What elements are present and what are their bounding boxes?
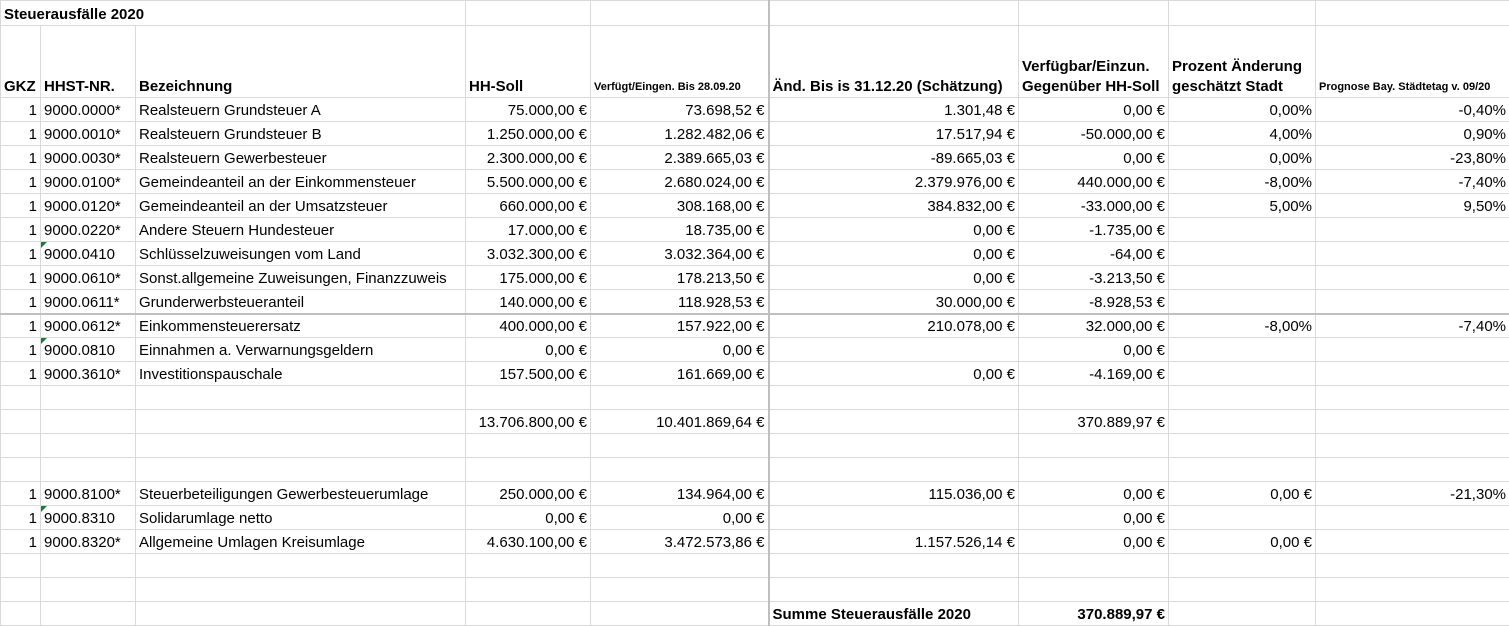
sheet-title[interactable]: Steuerausfälle 2020 (1, 1, 466, 26)
cell-aend[interactable]: 1.301,48 € (769, 98, 1019, 122)
cell-prog[interactable] (1316, 386, 1509, 410)
table-row (1, 218, 1509, 242)
cell-aend[interactable]: 0,00 € (769, 266, 1019, 290)
cell-hhst[interactable]: 9000.0100* (41, 170, 136, 194)
cell-soll[interactable]: 75.000,00 € (466, 98, 591, 122)
header-verfuegbar-line1: Verfügbar/Einzun. (1022, 57, 1165, 77)
cell-prog[interactable]: 9,50% (1316, 194, 1509, 218)
cell-verfuegt[interactable]: 18.735,00 € (591, 218, 769, 242)
cell-soll[interactable] (466, 386, 591, 410)
total-value[interactable]: 370.889,97 € (1019, 602, 1169, 626)
cell-gkz[interactable] (1, 386, 41, 410)
cell-soll[interactable]: 0,00 € (466, 506, 591, 530)
header-bezeichnung[interactable]: Bezeichnung (136, 26, 466, 98)
cell-gkz[interactable]: 1 (1, 362, 41, 386)
cell-prog[interactable]: -23,80% (1316, 146, 1509, 170)
cell-verfuegt[interactable]: 10.401.869,64 € (591, 410, 769, 434)
cell-prog[interactable]: -21,30% (1316, 482, 1509, 506)
table-row (1, 146, 1509, 170)
cell-verf[interactable]: -64,00 € (1019, 242, 1169, 266)
cell-soll[interactable]: 250.000,00 € (466, 482, 591, 506)
cell-proz[interactable]: 0,00 € (1169, 482, 1316, 506)
cell-hhst[interactable]: 9000.0410 (41, 242, 136, 266)
cell-aend[interactable]: 30.000,00 € (769, 290, 1019, 314)
cell-aend[interactable] (769, 506, 1019, 530)
cell-prog[interactable] (1316, 218, 1509, 242)
cell-verfuegt[interactable] (591, 434, 769, 458)
cell-soll[interactable]: 175.000,00 € (466, 266, 591, 290)
table-row (1, 314, 1509, 338)
cell-proz[interactable] (1169, 362, 1316, 386)
cell-hhst[interactable]: 9000.0010* (41, 122, 136, 146)
cell-hhst[interactable]: 9000.0000* (41, 98, 136, 122)
cell-aend[interactable]: 210.078,00 € (769, 314, 1019, 338)
cell-gkz[interactable]: 1 (1, 290, 41, 314)
table-row (1, 482, 1509, 506)
cell-bez[interactable]: Andere Steuern Hundesteuer (136, 218, 466, 242)
cell-soll[interactable]: 157.500,00 € (466, 362, 591, 386)
cell-hhst[interactable] (41, 578, 136, 602)
cell-verfuegt[interactable] (591, 458, 769, 482)
cell-proz[interactable] (1169, 386, 1316, 410)
cell-verf[interactable] (1019, 554, 1169, 578)
cell-bez[interactable]: Realsteuern Gewerbesteuer (136, 146, 466, 170)
cell-bez[interactable] (136, 578, 466, 602)
cell-prog[interactable] (1316, 578, 1509, 602)
cell-proz[interactable] (1169, 338, 1316, 362)
header-hhst[interactable]: HHST-NR. (41, 26, 136, 98)
cell-prog[interactable] (1316, 434, 1509, 458)
cell-hhst[interactable]: 9000.0612* (41, 314, 136, 338)
cell-soll[interactable]: 0,00 € (466, 338, 591, 362)
cell-bez[interactable]: Sonst.allgemeine Zuweisungen, Finanzzuweis (136, 266, 466, 290)
table-row (1, 266, 1509, 290)
cell-prog[interactable] (1316, 338, 1509, 362)
cell-bez[interactable]: Schlüsselzuweisungen vom Land (136, 242, 466, 266)
cell-verfuegt[interactable]: 134.964,00 € (591, 482, 769, 506)
cell-aend[interactable]: 2.379.976,00 € (769, 170, 1019, 194)
cell-verfuegt[interactable]: 0,00 € (591, 506, 769, 530)
cell[interactable] (591, 602, 769, 626)
cell-soll[interactable] (466, 554, 591, 578)
cell-soll[interactable] (466, 458, 591, 482)
header-verfuegbar[interactable] (1019, 26, 1169, 98)
cell-bez[interactable]: Gemeindeanteil an der Einkommensteuer (136, 170, 466, 194)
table-row (1, 530, 1509, 554)
cell-prog[interactable] (1316, 530, 1509, 554)
cell-proz[interactable] (1169, 410, 1316, 434)
cell-aend[interactable]: 17.517,94 € (769, 122, 1019, 146)
header-prognose[interactable]: Prognose Bay. Städtetag v. 09/20 (1316, 26, 1509, 98)
cell-gkz[interactable]: 1 (1, 482, 41, 506)
cell-soll[interactable]: 2.300.000,00 € (466, 146, 591, 170)
cell-soll[interactable]: 400.000,00 € (466, 314, 591, 338)
cell-bez[interactable] (136, 458, 466, 482)
cell-aend[interactable] (769, 434, 1019, 458)
cell-proz[interactable] (1169, 242, 1316, 266)
cell-hhst[interactable]: 9000.0611* (41, 290, 136, 314)
header-verfuegt[interactable]: Verfügt/Eingen. Bis 28.09.20 (591, 26, 769, 98)
cell-verfuegt[interactable]: 3.472.573,86 € (591, 530, 769, 554)
cell-bez[interactable] (136, 410, 466, 434)
cell-prog[interactable]: -7,40% (1316, 314, 1509, 338)
table-row (1, 242, 1509, 266)
table-row (1, 554, 1509, 578)
cell-soll[interactable]: 3.032.300,00 € (466, 242, 591, 266)
cell-gkz[interactable] (1, 554, 41, 578)
cell-proz[interactable] (1169, 290, 1316, 314)
cell[interactable] (1019, 1, 1169, 26)
cell-prog[interactable] (1316, 242, 1509, 266)
cell-verfuegt[interactable]: 161.669,00 € (591, 362, 769, 386)
cell-prog[interactable]: -0,40% (1316, 98, 1509, 122)
cell[interactable] (1316, 602, 1509, 626)
cell-hhst[interactable]: 9000.0810 (41, 338, 136, 362)
cell-hhst[interactable]: 9000.8320* (41, 530, 136, 554)
cell-gkz[interactable]: 1 (1, 98, 41, 122)
cell-aend[interactable] (769, 386, 1019, 410)
cell-verf[interactable]: 32.000,00 € (1019, 314, 1169, 338)
cell-verf[interactable]: -3.213,50 € (1019, 266, 1169, 290)
table-row (1, 98, 1509, 122)
cell-aend[interactable]: 115.036,00 € (769, 482, 1019, 506)
cell-proz[interactable]: 5,00% (1169, 194, 1316, 218)
cell-prog[interactable] (1316, 506, 1509, 530)
cell-proz[interactable]: 0,00% (1169, 98, 1316, 122)
cell-proz[interactable] (1169, 578, 1316, 602)
cell-gkz[interactable]: 1 (1, 170, 41, 194)
cell-proz[interactable]: -8,00% (1169, 314, 1316, 338)
cell-aend[interactable] (769, 338, 1019, 362)
cell-verf[interactable]: 440.000,00 € (1019, 170, 1169, 194)
cell-aend[interactable] (769, 410, 1019, 434)
cell[interactable] (1169, 1, 1316, 26)
cell-verfuegt[interactable]: 3.032.364,00 € (591, 242, 769, 266)
cell-verf[interactable]: 0,00 € (1019, 506, 1169, 530)
cell-bez[interactable]: Steuerbeteiligungen Gewerbesteuerumlage (136, 482, 466, 506)
cell[interactable] (466, 602, 591, 626)
cell-soll[interactable] (466, 434, 591, 458)
header-prozent-line2: geschätzt Stadt (1172, 77, 1312, 97)
cell-verf[interactable]: 0,00 € (1019, 98, 1169, 122)
cell-verfuegt[interactable]: 308.168,00 € (591, 194, 769, 218)
cell-hhst[interactable]: 9000.8310 (41, 506, 136, 530)
cell-gkz[interactable]: 1 (1, 122, 41, 146)
cell-verfuegt[interactable] (591, 578, 769, 602)
cell[interactable] (136, 602, 466, 626)
cell-verf[interactable]: -1.735,00 € (1019, 218, 1169, 242)
cell-prog[interactable] (1316, 458, 1509, 482)
cell-proz[interactable] (1169, 266, 1316, 290)
cell-hhst[interactable] (41, 434, 136, 458)
header-prozent[interactable] (1169, 26, 1316, 98)
cell-hhst[interactable] (41, 554, 136, 578)
cell[interactable] (1316, 1, 1509, 26)
cell-hhst[interactable]: 9000.0120* (41, 194, 136, 218)
cell-gkz[interactable]: 1 (1, 146, 41, 170)
cell-verfuegt[interactable]: 2.389.665,03 € (591, 146, 769, 170)
cell-prog[interactable]: -7,40% (1316, 170, 1509, 194)
cell-verf[interactable]: 0,00 € (1019, 338, 1169, 362)
table-row (1, 290, 1509, 314)
cell-verfuegt[interactable] (591, 386, 769, 410)
cell-hhst[interactable] (41, 386, 136, 410)
cell-bez[interactable]: Realsteuern Grundsteuer B (136, 122, 466, 146)
cell-verf[interactable] (1019, 386, 1169, 410)
cell-verfuegt[interactable]: 118.928,53 € (591, 290, 769, 314)
cell-bez[interactable]: Einkommensteuerersatz (136, 314, 466, 338)
cell-soll[interactable]: 1.250.000,00 € (466, 122, 591, 146)
cell-aend[interactable]: 384.832,00 € (769, 194, 1019, 218)
cell-verf[interactable]: -33.000,00 € (1019, 194, 1169, 218)
cell-hhst[interactable]: 9000.0220* (41, 218, 136, 242)
header-gkz[interactable]: GKZ (1, 26, 41, 98)
cell-soll[interactable]: 17.000,00 € (466, 218, 591, 242)
cell-prog[interactable] (1316, 362, 1509, 386)
cell-prog[interactable]: 0,90% (1316, 122, 1509, 146)
cell-verf[interactable]: 0,00 € (1019, 530, 1169, 554)
cell-bez[interactable]: Solidarumlage netto (136, 506, 466, 530)
header-aenderung[interactable]: Änd. Bis is 31.12.20 (Schätzung) (769, 26, 1019, 98)
cell-verf[interactable]: 370.889,97 € (1019, 410, 1169, 434)
table-row (1, 338, 1509, 362)
cell-prog[interactable] (1316, 410, 1509, 434)
table-row (1, 194, 1509, 218)
cell-soll[interactable]: 140.000,00 € (466, 290, 591, 314)
cell-hhst[interactable]: 9000.8100* (41, 482, 136, 506)
cell-verf[interactable]: -4.169,00 € (1019, 362, 1169, 386)
cell-verfuegt[interactable]: 157.922,00 € (591, 314, 769, 338)
cell-gkz[interactable]: 1 (1, 242, 41, 266)
cell-bez[interactable] (136, 386, 466, 410)
cell-proz[interactable] (1169, 434, 1316, 458)
header-verfuegbar-line2: Gegenüber HH-Soll (1022, 77, 1165, 97)
header-hh-soll[interactable]: HH-Soll (466, 26, 591, 98)
table-row (1, 386, 1509, 410)
cell-gkz[interactable]: 1 (1, 314, 41, 338)
cell-gkz[interactable] (1, 578, 41, 602)
cell-bez[interactable]: Gemeindeanteil an der Umsatzsteuer (136, 194, 466, 218)
cell-gkz[interactable]: 1 (1, 218, 41, 242)
cell-hhst[interactable]: 9000.0610* (41, 266, 136, 290)
cell-aend[interactable] (769, 578, 1019, 602)
table-row (1, 122, 1509, 146)
cell[interactable] (1, 602, 41, 626)
cell-proz[interactable] (1169, 506, 1316, 530)
cell-hhst[interactable]: 9000.0030* (41, 146, 136, 170)
cell-aend[interactable] (769, 554, 1019, 578)
cell-aend[interactable]: 0,00 € (769, 242, 1019, 266)
table-row (1, 506, 1509, 530)
cell-verfuegt[interactable]: 2.680.024,00 € (591, 170, 769, 194)
cell-gkz[interactable] (1, 434, 41, 458)
cell-aend[interactable]: 0,00 € (769, 218, 1019, 242)
total-row (1, 602, 1509, 626)
cell-gkz[interactable]: 1 (1, 506, 41, 530)
cell-prog[interactable] (1316, 554, 1509, 578)
cell[interactable] (466, 1, 591, 26)
cell[interactable] (769, 1, 1019, 26)
cell-proz[interactable] (1169, 458, 1316, 482)
cell[interactable] (591, 1, 769, 26)
cell-prog[interactable] (1316, 290, 1509, 314)
cell-aend[interactable]: -89.665,03 € (769, 146, 1019, 170)
table-row (1, 458, 1509, 482)
cell-bez[interactable]: Einnahmen a. Verwarnungsgeldern (136, 338, 466, 362)
cell-aend[interactable] (769, 458, 1019, 482)
cell-verf[interactable]: -8.928,53 € (1019, 290, 1169, 314)
cell-proz[interactable]: 0,00% (1169, 146, 1316, 170)
cell-verf[interactable]: 0,00 € (1019, 146, 1169, 170)
title-row (1, 1, 1509, 26)
table-row (1, 410, 1509, 434)
cell-bez[interactable]: Allgemeine Umlagen Kreisumlage (136, 530, 466, 554)
cell-verfuegt[interactable]: 178.213,50 € (591, 266, 769, 290)
cell-bez[interactable]: Grunderwerbsteueranteil (136, 290, 466, 314)
cell-soll[interactable]: 4.630.100,00 € (466, 530, 591, 554)
cell-verf[interactable] (1019, 578, 1169, 602)
cell-proz[interactable] (1169, 554, 1316, 578)
cell-proz[interactable]: 0,00 € (1169, 530, 1316, 554)
table-row (1, 170, 1509, 194)
cell-verfuegt[interactable]: 73.698,52 € (591, 98, 769, 122)
cell-verf[interactable] (1019, 434, 1169, 458)
cell[interactable] (1169, 602, 1316, 626)
table-row (1, 578, 1509, 602)
cell-gkz[interactable] (1, 410, 41, 434)
cell-proz[interactable] (1169, 218, 1316, 242)
cell[interactable] (41, 602, 136, 626)
cell-aend[interactable]: 1.157.526,14 € (769, 530, 1019, 554)
cell-gkz[interactable] (1, 458, 41, 482)
cell-soll[interactable]: 13.706.800,00 € (466, 410, 591, 434)
total-label[interactable]: Summe Steuerausfälle 2020 (769, 602, 1019, 626)
cell-gkz[interactable]: 1 (1, 266, 41, 290)
cell-verfuegt[interactable]: 0,00 € (591, 338, 769, 362)
cell-bez[interactable] (136, 554, 466, 578)
cell-verf[interactable]: -50.000,00 € (1019, 122, 1169, 146)
cell-soll[interactable] (466, 578, 591, 602)
cell-verf[interactable]: 0,00 € (1019, 482, 1169, 506)
cell-hhst[interactable] (41, 410, 136, 434)
cell-proz[interactable]: 4,00% (1169, 122, 1316, 146)
cell-soll[interactable]: 660.000,00 € (466, 194, 591, 218)
header-prozent-line1: Prozent Änderung (1172, 57, 1312, 77)
cell-verfuegt[interactable]: 1.282.482,06 € (591, 122, 769, 146)
cell-gkz[interactable]: 1 (1, 530, 41, 554)
cell-gkz[interactable]: 1 (1, 194, 41, 218)
cell-gkz[interactable]: 1 (1, 338, 41, 362)
cell-hhst[interactable] (41, 458, 136, 482)
cell-soll[interactable]: 5.500.000,00 € (466, 170, 591, 194)
cell-hhst[interactable]: 9000.3610* (41, 362, 136, 386)
cell-bez[interactable]: Investitionspauschale (136, 362, 466, 386)
header-row (1, 26, 1509, 98)
cell-bez[interactable] (136, 434, 466, 458)
cell-verfuegt[interactable] (591, 554, 769, 578)
cell-proz[interactable]: -8,00% (1169, 170, 1316, 194)
cell-prog[interactable] (1316, 266, 1509, 290)
cell-aend[interactable]: 0,00 € (769, 362, 1019, 386)
cell-bez[interactable]: Realsteuern Grundsteuer A (136, 98, 466, 122)
table-row (1, 434, 1509, 458)
table-row (1, 362, 1509, 386)
cell-verf[interactable] (1019, 458, 1169, 482)
